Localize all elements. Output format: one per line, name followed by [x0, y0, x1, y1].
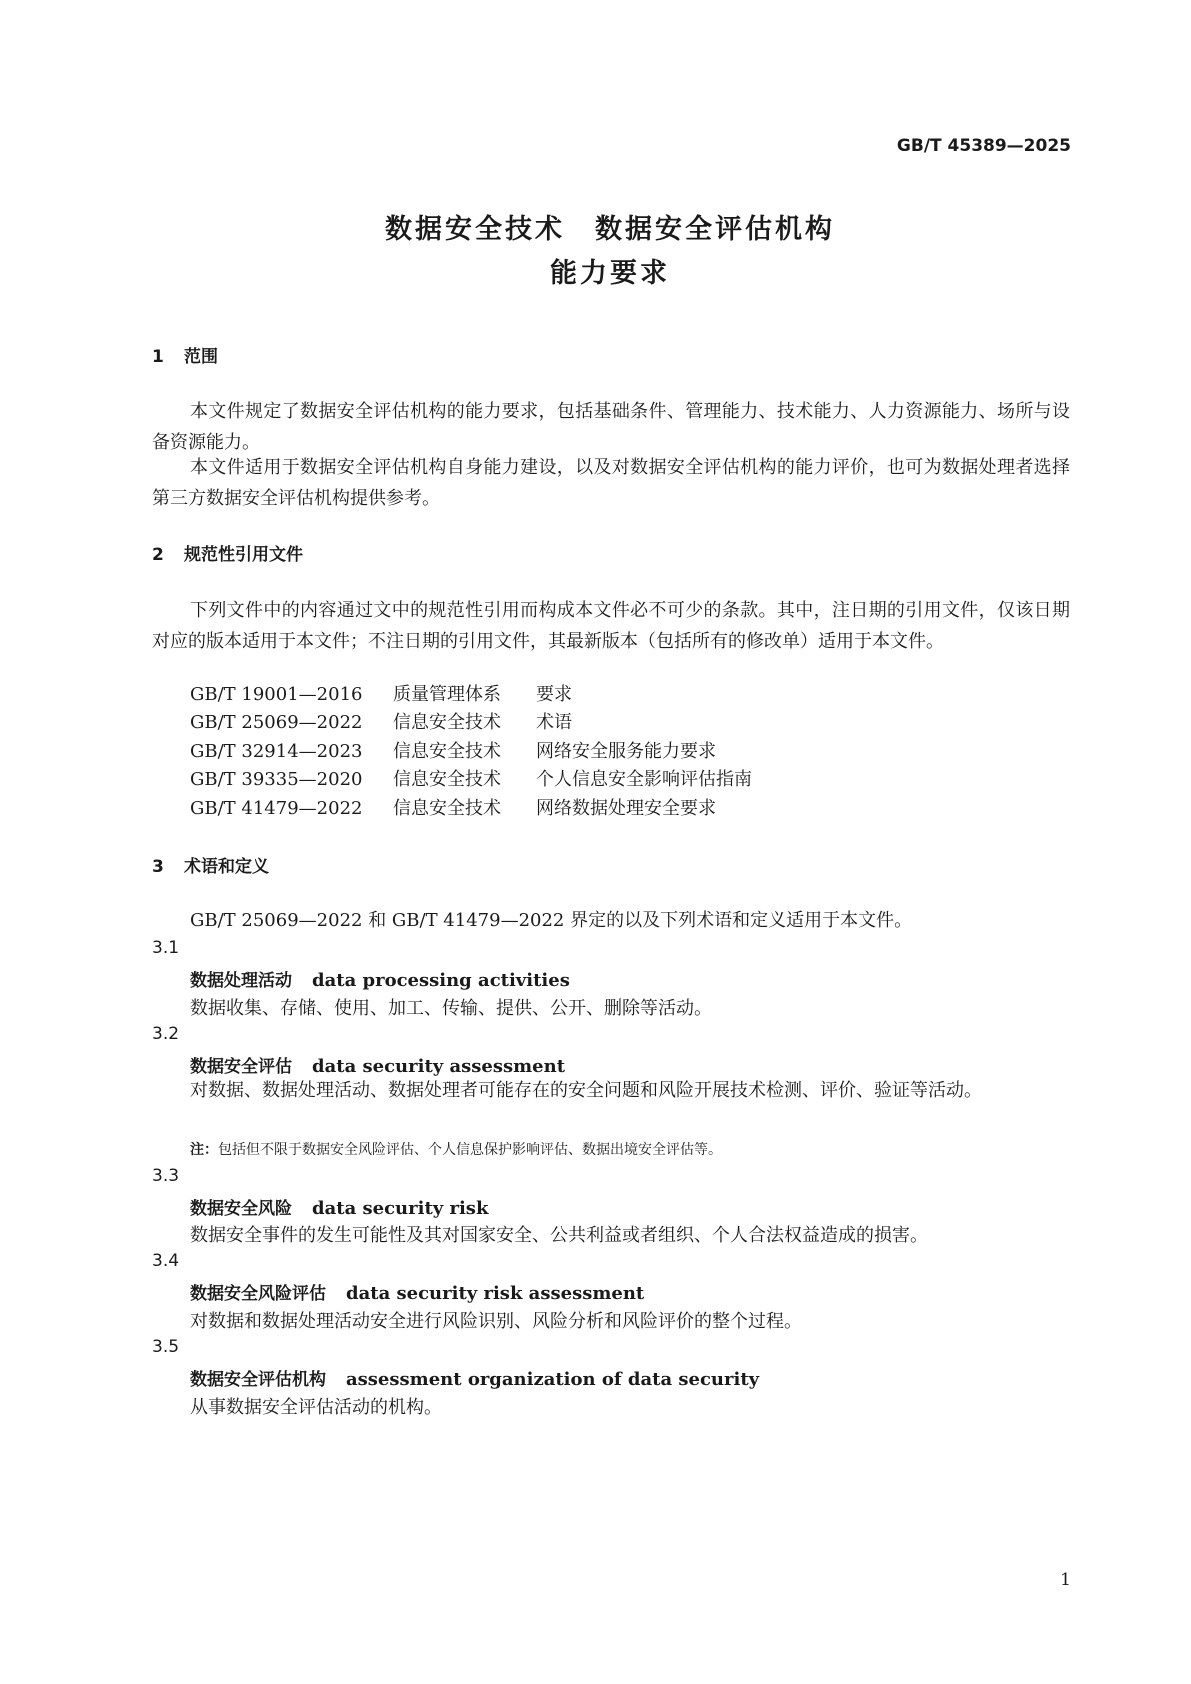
reference-title-a: 质量管理体系 [393, 684, 501, 705]
term-definition: 对数据、数据处理活动、数据处理者可能存在的安全问题和风险开展技术检测、评价、验证等活动。 [190, 1080, 982, 1101]
reference-title-a: 信息安全技术 [393, 741, 501, 762]
term-definition: 数据安全事件的发生可能性及其对国家安全、公共利益或者组织、个人合法权益造成的损害。 [190, 1225, 928, 1246]
term-note [190, 1139, 722, 1159]
reference-item [190, 794, 716, 820]
section-heading-terms [152, 852, 269, 877]
term-english: data security risk assessment [346, 1283, 645, 1304]
term-title [190, 1365, 759, 1390]
term-number: 3.5 [152, 1337, 180, 1357]
reference-title-a: 信息安全技术 [393, 769, 501, 790]
standard-code: GB/T 45389—2025 [896, 136, 1071, 156]
term-chinese: 数据处理活动 [190, 971, 292, 991]
section-title: 范围 [184, 347, 218, 367]
section-number: 1 [152, 347, 164, 367]
references-intro: 下列文件中的内容通过文中的规范性引用而构成本文件必不可少的条款。其中，注日期的引用文件，仅该日期对应的版本适用于本文件；不注日期的引用文件，其最新版本（包括所有的修改单）适用于本文件。 [152, 600, 1070, 652]
reference-title-a: 信息安全技术 [393, 798, 501, 819]
term-definition: 从事数据安全评估活动的机构。 [190, 1397, 442, 1418]
term-chinese: 数据安全评估机构 [190, 1370, 326, 1390]
section-title: 术语和定义 [184, 857, 269, 877]
reference-code: GB/T 25069—2022 [190, 712, 363, 733]
term-number: 3.4 [152, 1251, 180, 1271]
term-definition: 对数据和数据处理活动安全进行风险识别、风险分析和风险评价的整个过程。 [190, 1311, 802, 1332]
note-label: 注： [190, 1142, 218, 1158]
reference-item [190, 708, 572, 734]
reference-item [190, 737, 716, 763]
reference-title-b: 网络安全服务能力要求 [536, 741, 716, 762]
document-title-line2: 能力要求 [550, 258, 670, 289]
reference-code: GB/T 19001—2016 [190, 684, 363, 705]
section-heading-normative-references [152, 540, 303, 565]
term-english: data processing activities [312, 970, 570, 991]
reference-item [190, 680, 572, 706]
term-number: 3.3 [152, 1166, 180, 1186]
reference-code: GB/T 39335—2020 [190, 769, 363, 790]
reference-title-b: 要求 [536, 684, 572, 705]
section-number: 2 [152, 545, 164, 565]
term-title [190, 966, 570, 991]
term-chinese: 数据安全风险评估 [190, 1284, 326, 1304]
term-number: 3.1 [152, 938, 180, 958]
reference-code: GB/T 41479—2022 [190, 798, 363, 819]
reference-title-b: 网络数据处理安全要求 [536, 798, 716, 819]
reference-item [190, 765, 752, 791]
reference-code: GB/T 32914—2023 [190, 741, 363, 762]
terms-intro: GB/T 25069—2022 和 GB/T 41479—2022 界定的以及下列术语和定义适用于本文件。 [190, 910, 913, 931]
term-english: data security assessment [312, 1056, 566, 1077]
term-title [190, 1194, 488, 1219]
term-definition: 数据收集、存储、使用、加工、传输、提供、公开、删除等活动。 [190, 998, 712, 1019]
reference-title-b: 个人信息安全影响评估指南 [536, 769, 752, 790]
document-title-line1: 数据安全技术 数据安全评估机构 [385, 214, 835, 245]
reference-title-b: 术语 [536, 712, 572, 733]
scope-paragraph-1: 本文件规定了数据安全评估机构的能力要求，包括基础条件、管理能力、技术能力、人力资源能力、场所与设备资源能力。 [152, 401, 1070, 453]
section-title: 规范性引用文件 [184, 545, 303, 565]
note-text: 包括但不限于数据安全风险评估、个人信息保护影响评估、数据出境安全评估等。 [218, 1142, 722, 1158]
term-number: 3.2 [152, 1024, 180, 1044]
section-number: 3 [152, 857, 164, 877]
scope-paragraph-2: 本文件适用于数据安全评估机构自身能力建设，以及对数据安全评估机构的能力评价，也可为数据处理者选择第三方数据安全评估机构提供参考。 [152, 457, 1070, 509]
term-chinese: 数据安全评估 [190, 1057, 292, 1077]
page-number: 1 [1060, 1570, 1071, 1590]
reference-title-a: 信息安全技术 [393, 712, 501, 733]
term-chinese: 数据安全风险 [190, 1199, 292, 1219]
term-title [190, 1052, 565, 1077]
term-english: data security risk [312, 1198, 489, 1219]
term-english: assessment organization of data security [346, 1369, 760, 1390]
section-heading-scope [152, 342, 218, 367]
term-title [190, 1279, 644, 1304]
